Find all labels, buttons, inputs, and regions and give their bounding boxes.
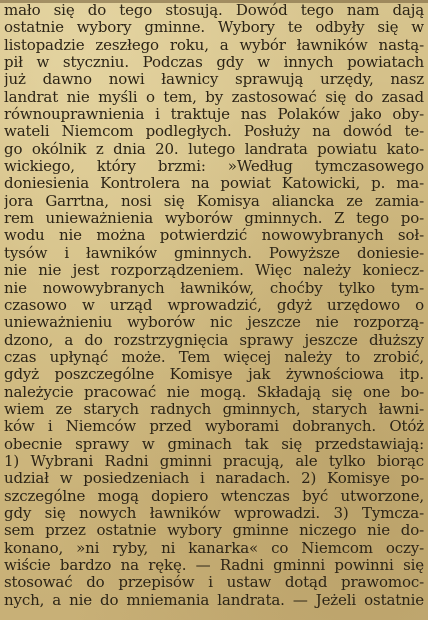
- article-column: [4, 2, 424, 609]
- text-line: unieważnieniu wyborów nic jeszcze nie rozporzą-: [4, 314, 424, 332]
- text-line: pił w styczniu. Podczas gdy w innych powiatach: [4, 54, 424, 72]
- text-line: gdyż poszczególne Komisye jak żywnościowa itp.: [4, 366, 424, 384]
- text-line: równouprawnienia i traktuje nas Polaków jako oby-: [4, 106, 424, 124]
- text-line: stosować do przepisów i ustaw dotąd prawomoc-: [4, 574, 424, 592]
- text-line: wiście bardzo na rękę. — Radni gminni powinni się: [4, 557, 424, 574]
- text-line: gdy się nowych ławników wprowadzi. 3) Tymcza-: [4, 504, 424, 522]
- text-line: doniesienia Kontrolera na powiat Katowicki, p. ma-: [4, 175, 424, 193]
- text-line: mało się do tego stosują. Dowód tego nam dają: [4, 2, 424, 19]
- text-line: jora Garrtna, nosi się Komisya aliancka ze zamia-: [4, 192, 424, 210]
- text-line: ostatnie wybory gminne. Wybory te odbyły się w: [4, 19, 424, 37]
- text-line: już dawno nowi ławnicy sprawują urzędy, nasz: [4, 71, 424, 89]
- text-line: nych, a nie do mniemania landrata. — Jeżeli ostatnie: [4, 591, 424, 609]
- text-line: rem unieważnienia wyborów gminnych. Z tego po-: [4, 210, 424, 228]
- text-line: wiem ze starych radnych gminnych, starych ławni-: [4, 400, 424, 418]
- text-line: wateli Niemcom podległych. Posłuży na dowód te-: [4, 123, 424, 141]
- text-line: 1) Wybrani Radni gminni pracują, ale tylko biorąc: [4, 452, 424, 470]
- text-line: go okólnik z dnia 20. lutego landrata powiatu kato-: [4, 140, 424, 158]
- text-line: sem przez ostatnie wybory gminne niczego nie do-: [4, 522, 424, 540]
- text-line: konano, »ni ryby, ni kanarka« co Niemcom oczy-: [4, 539, 424, 557]
- text-line: tysów i ławników gminnych. Powyższe doniesie-: [4, 244, 424, 262]
- text-line: wickiego, który brzmi: »Według tymczasowego: [4, 158, 424, 176]
- text-line: dzono, a do rozstrzygnięcia sprawy jeszcze dłuższy: [4, 331, 424, 349]
- text-line: landrat nie myśli o tem, by zastosować się do zasad: [4, 88, 424, 106]
- text-line: czasowo w urząd wprowadzić, gdyż urzędowo o: [4, 296, 424, 314]
- text-line: nie nowowybranych ławników, choćby tylko tym-: [4, 279, 424, 297]
- text-line: wodu nie można potwierdzić nowowybranych soł-: [4, 227, 424, 245]
- text-line: udział w posiedzeniach i naradach. 2) Komisye po-: [4, 470, 424, 488]
- text-line: nie nie jest rozporządzeniem. Więc należy koniecz-: [4, 262, 424, 280]
- text-line: ków i Niemców przed wyborami dobranych. Otóż: [4, 418, 424, 436]
- text-line: czas upłynąć może. Tem więcej należy to zrobić,: [4, 348, 424, 366]
- text-line: należycie pracować nie mogą. Składają się one bo-: [4, 383, 424, 401]
- text-line: obecnie sprawy w gminach tak się przedstawiają:: [4, 435, 424, 453]
- text-line: listopadzie zeszłego roku, a wybór ławników nastą-: [4, 36, 424, 54]
- text-line: szczególne mogą dopiero wtenczas być utworzone,: [4, 487, 424, 505]
